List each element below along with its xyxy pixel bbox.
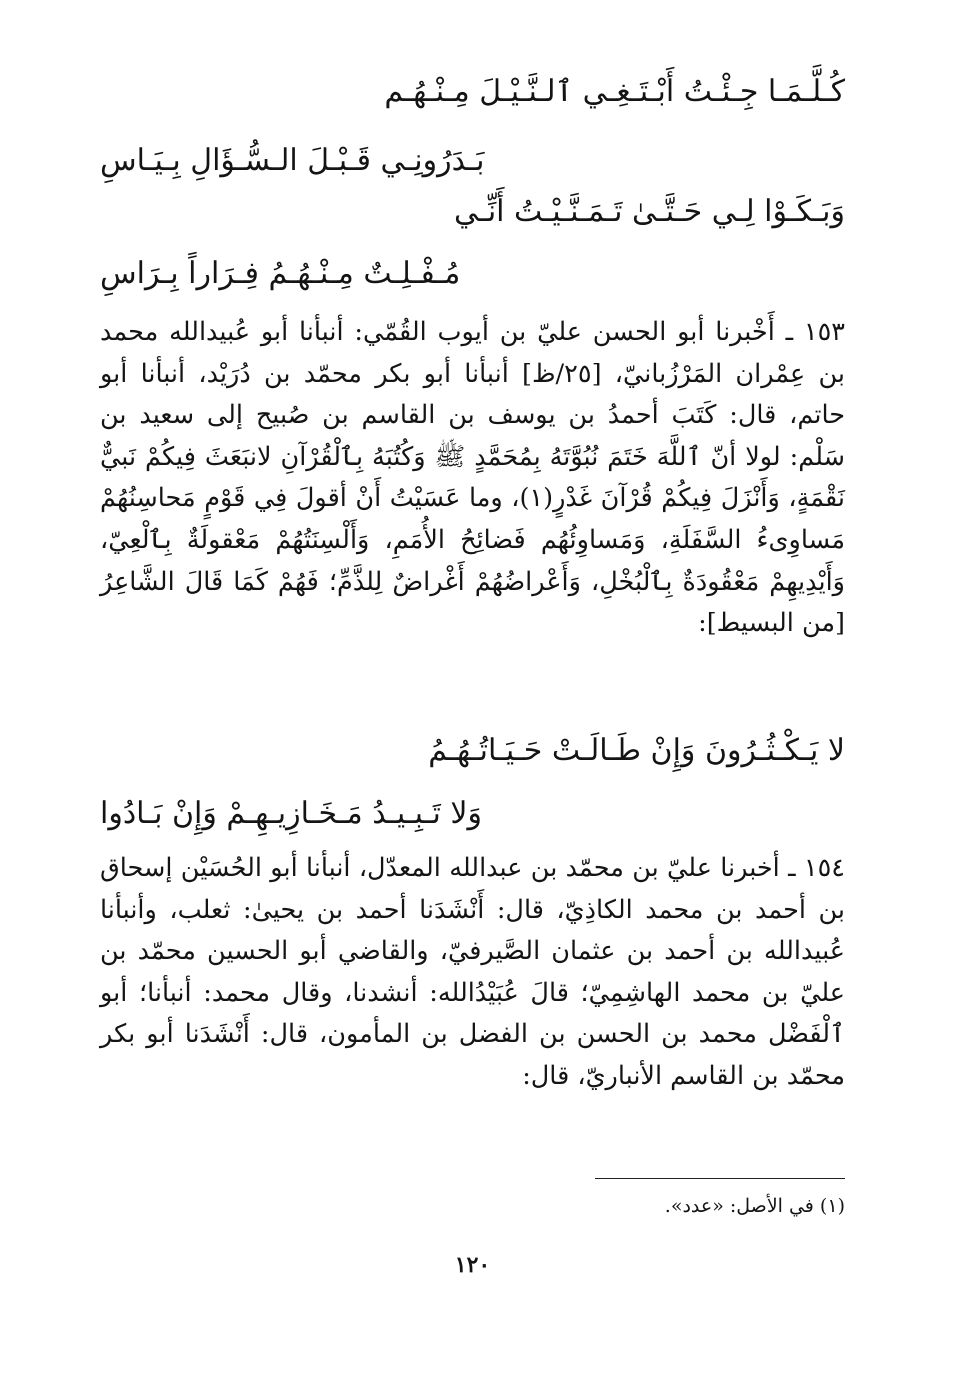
poem2-line2: وَلا تَـبِـيـدُ مَـخَـازِيـهِـمْ وَإِنْ بَـادُوا — [100, 796, 482, 831]
footnote-divider — [595, 1178, 845, 1179]
footnote-1: (١) في الأصل: «عدد». — [664, 1195, 845, 1217]
poem1-line1: كُـلَّـمَـا جِـئْـتُ أَبْـتَـغِـي ٱلـنَّـيْـلَ مِـنْـهُـم — [384, 74, 845, 109]
entry-154-paragraph: ١٥٤ ـ أخبرنا عليّ بن محمّد بن عبدالله المعدّل، أنبأنا أبو الحُسَيْن إسحاق بن أحمد بن محمد الكاذِيّ، قال: أَنْشَدَنا أحمد بن يحيىٰ: ثعلب، وأنبأنا عُبيدالله بن أحمد بن عثمان الصَّيرفيّ، والقاضي أبو الحسين محمّد بن عليّ بن محمد الهاشِمِيّ؛ قالَ عُبَيْدُالله: أنشدنا، وقال محمد: أنبأنا؛ أبو ٱلْفَضْل محمد بن الحسن بن الفضل بن المأمون، قال: أَنْشَدَنا أبو بكر محمّد بن القاسم الأنباريّ، قال: — [100, 853, 845, 1091]
poem1-line3: وَبَـكَـوْا لِـي حَـتَّـىٰ تَـمَـنَّـيْـتُ أَنِّـي — [454, 194, 845, 229]
poem1-line4: مُـفْـلِـتٌ مِـنْـهُـمُ فِـرَاراً بِـرَاسِ — [100, 256, 461, 291]
poem1-line2: بَـدَرُونِـي قَـبْـلَ الـسُّـؤَالِ بِـيَـاسِ — [100, 143, 485, 178]
entry-153-paragraph: ١٥٣ ـ أَخْبرنا أبو الحسن عليّ بن أيوب القُمّي: أنبأنا أبو عُبيدالله محمد بن عِمْران المَرْزُبانيّ، [٢٥/ظ] أنبأنا أبو بكر محمّد بن دُرَيْد، أنبأنا أبو حاتم، قال: كَتَبَ أحمدُ بن يوسف بن القاسم بن صُبيح إلى سعيد بن سَلْم: لولا أنّ ٱللَّهَ خَتَمَ نُبُوَّتَهُ بِمُحَمَّدٍ ﷺ وَكُتُبَهُ بِٱلْقُرْآنِ لانبَعَثَ فِيكُمْ نَبيٌّ نَقْمَةٍ، وَأَنْزَلَ فِيكُمْ قُرْآنَ غَدْرٍ(١)، وما عَسَيْتُ أَنْ أقولَ فِي قَوْمٍ مَحاسِنُهُمْ مَساوِىءُ السَّفَلَةِ، وَمَساوِئُهُم فَضائِحُ الأُمَمِ، وَأَلْسِنَتُهُمْ مَعْقولَةٌ بِٱلْعِيّ، وَأَيْدِيهِمْ مَعْقُودَةٌ بِٱلْبُخْلِ، وَأَعْراضُهُمْ أَغْراضٌ لِلذَّمِّ؛ فَهُمْ كَمَا قَالَ الشَّاعِرُ [من البسيط]: — [100, 317, 846, 639]
book-page — [100, 58, 845, 1338]
poem2-line1: لا يَـكْـثُـرُونَ وَإِنْ طَـالَـتْ حَـيَـاتُـهُـمُ — [428, 733, 845, 768]
page-number: ١٢٠ — [454, 1252, 491, 1278]
